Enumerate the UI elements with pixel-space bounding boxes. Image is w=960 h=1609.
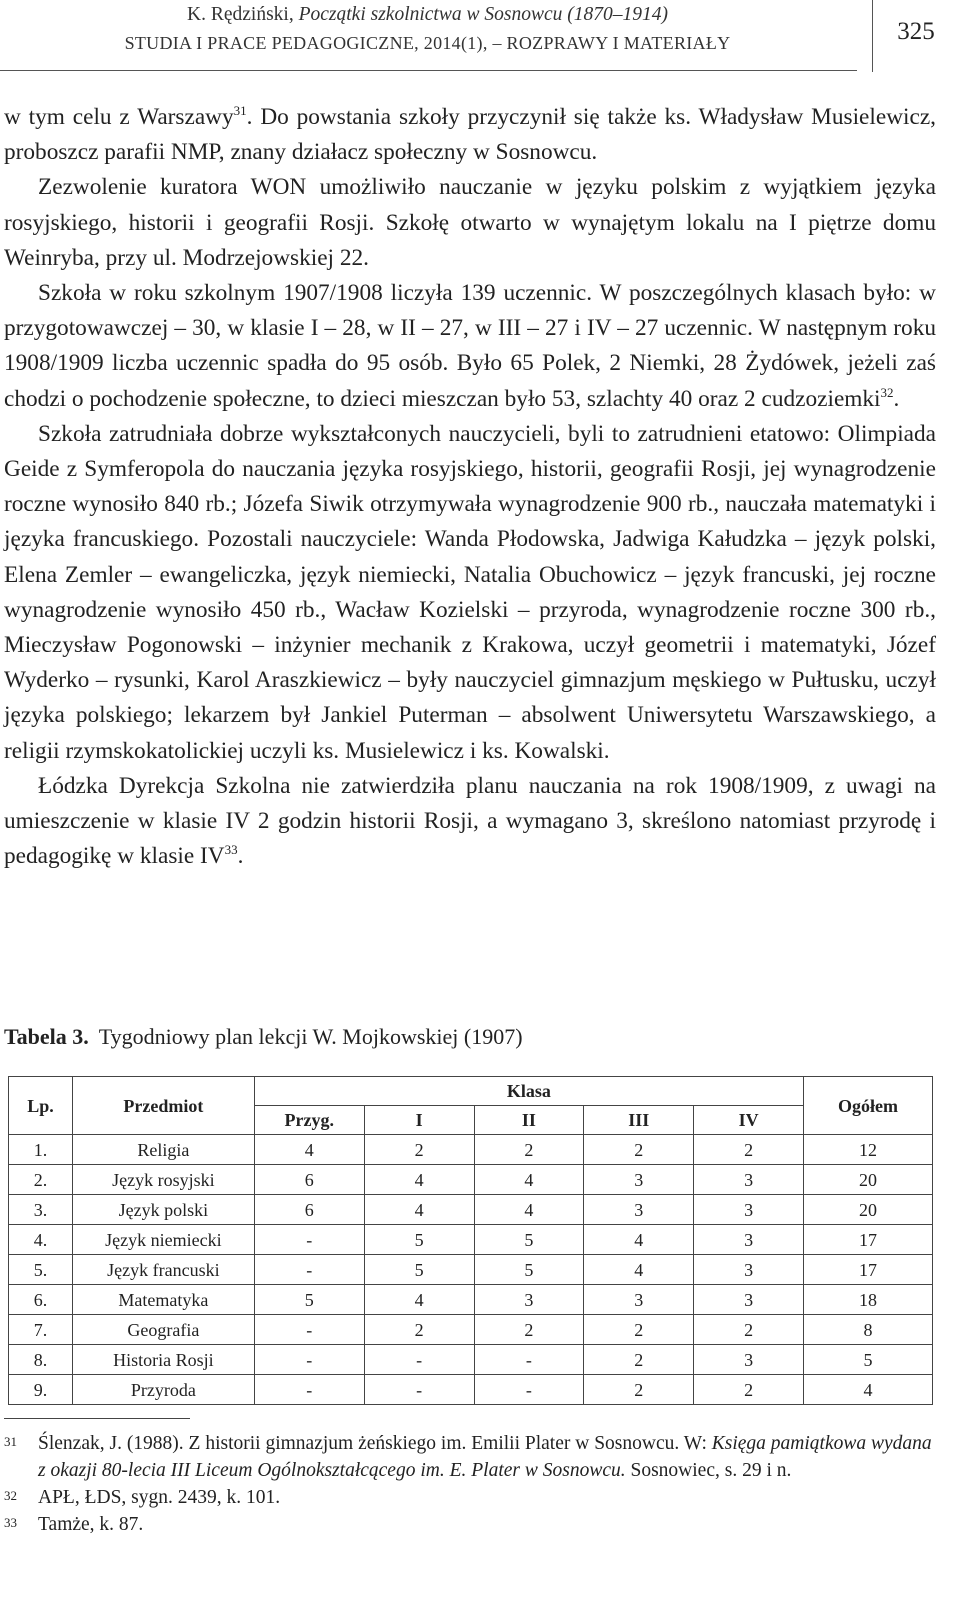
- header-klasa: Klasa: [254, 1077, 803, 1106]
- cell-iv: 2: [694, 1315, 804, 1345]
- text-run: Sosnowiec, s. 29 i n.: [625, 1460, 792, 1481]
- text-run: w tym celu z Warszawy: [4, 104, 234, 130]
- cell-iii: 2: [584, 1345, 694, 1375]
- header-total: Ogółem: [804, 1077, 933, 1135]
- table-body: [9, 1135, 933, 1405]
- cell-przyg: 4: [254, 1135, 364, 1165]
- cell-lp: 5.: [9, 1255, 73, 1285]
- cell-ii: -: [474, 1375, 584, 1405]
- table-row: [9, 1165, 933, 1195]
- cell-iii: 2: [584, 1135, 694, 1165]
- cell-ii: 2: [474, 1315, 584, 1345]
- paragraph: [4, 276, 936, 417]
- cell-subject: Matematyka: [72, 1285, 254, 1315]
- cell-lp: 7.: [9, 1315, 73, 1345]
- cell-subject: Język polski: [72, 1195, 254, 1225]
- cell-subject: Historia Rosji: [72, 1345, 254, 1375]
- header-class-ii: II: [474, 1106, 584, 1135]
- table-row: [9, 1195, 933, 1225]
- footnote: [0, 1430, 936, 1484]
- cell-przyg: -: [254, 1255, 364, 1285]
- footnote: [0, 1484, 936, 1511]
- italic-text: Księga pamiątkowa wydana z okazji 80-lecia III Liceum Ogólnokształcącego im. E. Plater w Sosnowcu.: [38, 1433, 932, 1481]
- cell-ii: 4: [474, 1165, 584, 1195]
- text-run: Zezwolenie kuratora WON umożliwiło nauczanie w języku polskim z wyjątkiem języka rosyjskiego, historii i geografii Rosji. Szkołę otwarto w wynajętym lokalu na I piętrze domu Weinryba, przy ul. Modrzejowskiej 22.: [4, 174, 936, 271]
- cell-total: 4: [804, 1375, 933, 1405]
- cell-total: 5: [804, 1345, 933, 1375]
- table-row: [9, 1255, 933, 1285]
- cell-iii: 3: [584, 1195, 694, 1225]
- text-run: .: [893, 385, 900, 412]
- cell-ii: 5: [474, 1255, 584, 1285]
- header-lp: Lp.: [9, 1077, 73, 1135]
- paragraph: [4, 100, 936, 170]
- header-author-title: [0, 4, 855, 26]
- footnote-ref: 31: [233, 103, 247, 119]
- footnote-text: [38, 1484, 936, 1511]
- cell-i: -: [364, 1345, 474, 1375]
- cell-total: 8: [804, 1315, 933, 1345]
- header-class-iii: III: [584, 1106, 694, 1135]
- header-article-title: Początki szkolnictwa w Sosnowcu (1870–1914): [298, 4, 668, 25]
- footnote-text: [38, 1430, 936, 1484]
- cell-przyg: -: [254, 1375, 364, 1405]
- cell-lp: 8.: [9, 1345, 73, 1375]
- cell-iv: 2: [694, 1375, 804, 1405]
- cell-subject: Język niemiecki: [72, 1225, 254, 1255]
- cell-lp: 9.: [9, 1375, 73, 1405]
- cell-i: 4: [364, 1195, 474, 1225]
- cell-i: 5: [364, 1225, 474, 1255]
- cell-przyg: -: [254, 1345, 364, 1375]
- cell-iv: 2: [694, 1135, 804, 1165]
- page-number: 325: [897, 18, 935, 45]
- footnote-rule: [4, 1418, 190, 1419]
- cell-i: -: [364, 1375, 474, 1405]
- cell-ii: 3: [474, 1285, 584, 1315]
- cell-subject: Język rosyjski: [72, 1165, 254, 1195]
- table-row: [9, 1285, 933, 1315]
- table-row: [9, 1375, 933, 1405]
- cell-subject: Religia: [72, 1135, 254, 1165]
- cell-lp: 3.: [9, 1195, 73, 1225]
- table-row: [9, 1135, 933, 1165]
- text-run: . Do powstania szkoły przyczynił się także ks. Władysław Musielewicz, proboszcz parafii NMP, znany działacz społeczny w Sosnowcu.: [4, 104, 936, 166]
- cell-i: 2: [364, 1135, 474, 1165]
- header-class-i: I: [364, 1106, 474, 1135]
- cell-przyg: 6: [254, 1195, 364, 1225]
- cell-iv: 3: [694, 1225, 804, 1255]
- text-run: Ślenzak, J. (1988). Z historii gimnazjum żeńskiego im. Emilii Plater w Sosnowcu. W:: [38, 1433, 712, 1454]
- footnote-number: 32: [4, 1488, 17, 1503]
- paragraph: [4, 769, 936, 875]
- cell-lp: 6.: [9, 1285, 73, 1315]
- cell-ii: -: [474, 1345, 584, 1375]
- cell-ii: 4: [474, 1195, 584, 1225]
- cell-iii: 3: [584, 1165, 694, 1195]
- cell-lp: 4.: [9, 1225, 73, 1255]
- lesson-plan-table: [8, 1076, 933, 1405]
- cell-lp: 2.: [9, 1165, 73, 1195]
- cell-i: 4: [364, 1165, 474, 1195]
- cell-total: 20: [804, 1165, 933, 1195]
- cell-i: 5: [364, 1255, 474, 1285]
- paragraph: [4, 417, 936, 769]
- cell-subject: Język francuski: [72, 1255, 254, 1285]
- cell-iii: 2: [584, 1375, 694, 1405]
- body-text: [4, 100, 936, 874]
- cell-total: 12: [804, 1135, 933, 1165]
- footnote-ref: 32: [880, 384, 894, 400]
- header-journal: STUDIA I PRACE PEDAGOGICZNE, 2014(1), – ROZPRAWY I MATERIAŁY: [124, 33, 731, 53]
- cell-ii: 5: [474, 1225, 584, 1255]
- header-class-przyg: Przyg.: [254, 1106, 364, 1135]
- cell-iv: 3: [694, 1285, 804, 1315]
- cell-subject: Przyroda: [72, 1375, 254, 1405]
- header-author: K. Rędziński,: [187, 4, 299, 25]
- footnote-text: [38, 1511, 936, 1538]
- cell-iv: 3: [694, 1255, 804, 1285]
- cell-przyg: 5: [254, 1285, 364, 1315]
- cell-total: 18: [804, 1285, 933, 1315]
- cell-iii: 4: [584, 1225, 694, 1255]
- cell-total: 17: [804, 1255, 933, 1285]
- cell-iii: 2: [584, 1315, 694, 1345]
- cell-przyg: -: [254, 1225, 364, 1255]
- table-row: [9, 1315, 933, 1345]
- footnotes: [0, 1430, 936, 1538]
- footnote: [0, 1511, 936, 1538]
- footnote-ref: 33: [224, 842, 238, 858]
- paragraph: [4, 170, 936, 276]
- cell-subject: Geografia: [72, 1315, 254, 1345]
- header-rule: [0, 70, 857, 71]
- footnote-number: 33: [4, 1515, 17, 1530]
- cell-przyg: 6: [254, 1165, 364, 1195]
- cell-iv: 3: [694, 1195, 804, 1225]
- running-header: [0, 0, 960, 80]
- cell-i: 2: [364, 1315, 474, 1345]
- text-run: .: [237, 843, 244, 870]
- table-caption-text: Tygodniowy plan lekcji W. Mojkowskiej (1907): [98, 1024, 523, 1049]
- text-run: Łódzka Dyrekcja Szkolna nie zatwierdziła planu nauczania na rok 1908/1909, z uwagi na umieszczenie w klasie IV 2 godzin historii Rosji, a wymagano 3, skreślono natomiast przyrodę i pedagogikę w klasie IV: [4, 772, 936, 870]
- cell-przyg: -: [254, 1315, 364, 1345]
- cell-total: 20: [804, 1195, 933, 1225]
- footnote-number: 31: [4, 1434, 17, 1449]
- header-subject: Przedmiot: [72, 1077, 254, 1135]
- table-row: [9, 1345, 933, 1375]
- table-caption-label: Tabela 3.: [4, 1024, 89, 1049]
- table-header-row: [9, 1077, 933, 1106]
- text-run: APŁ, ŁDS, sygn. 2439, k. 101.: [38, 1487, 281, 1508]
- cell-iv: 3: [694, 1165, 804, 1195]
- cell-lp: 1.: [9, 1135, 73, 1165]
- cell-i: 4: [364, 1285, 474, 1315]
- cell-ii: 2: [474, 1135, 584, 1165]
- header-class-iv: IV: [694, 1106, 804, 1135]
- cell-iv: 3: [694, 1345, 804, 1375]
- cell-iii: 4: [584, 1255, 694, 1285]
- text-run: Tamże, k. 87.: [38, 1514, 144, 1535]
- text-run: Szkoła w roku szkolnym 1907/1908 liczyła 139 uczennic. W poszczególnych klasach było: w przygotowawczej – 30, w klasie I – 28, w II – 27, w III – 27 i IV – 27 uczennic. W następnym roku 1908/1909 liczba uczennic spadła do 95 osób. Było 65 Polek, 2 Niemki, 28 Żydówek, jeżeli zaś chodzi o pochodzenie społeczne, to dzieci mieszczan było 53, szlachty 40 oraz 2 cudzoziemki: [4, 280, 936, 412]
- table-row: [9, 1225, 933, 1255]
- cell-iii: 3: [584, 1285, 694, 1315]
- text-run: Szkoła zatrudniała dobrze wykształconych nauczycieli, byli to zatrudnieni etatowo: Olimpiada Geide z Symferopola do nauczania języka rosyjskiego, historii, geografii Rosji, jej wynagrodzenie roczne wynosiło 840 rb.; Józefa Siwik otrzymywała wynagrodzenie 900 rb., nauczała matematyki i języka francuskiego. Pozostali nauczyciele: Wanda Płodowska, Jadwiga Kałudzka – język polski, Elena Zemler – ewangeliczka, język niemiecki, Natalia Obuchowicz – język francuski, jej roczne wynagrodzenie wynosiło 450 rb., Wacław Kozielski – przyroda, wynagrodzenie roczne 300 rb., Mieczysław Pogonowski – inżynier mechanik z Krakowa, uczył geometrii i matematyki, Józef Wyderko – rysunki, Karol Araszkiewicz – były nauczyciel gimnazjum męskiego w Pułtusku, uczył języka polskiego; lekarzem był Jankiel Puterman – absolwent Uniwersytetu Warszawskiego, a religii rzymskokatolickiej uczyli ks. Musielewicz i ks. Kowalski.: [4, 420, 936, 764]
- table-caption: [4, 1024, 523, 1050]
- cell-total: 17: [804, 1225, 933, 1255]
